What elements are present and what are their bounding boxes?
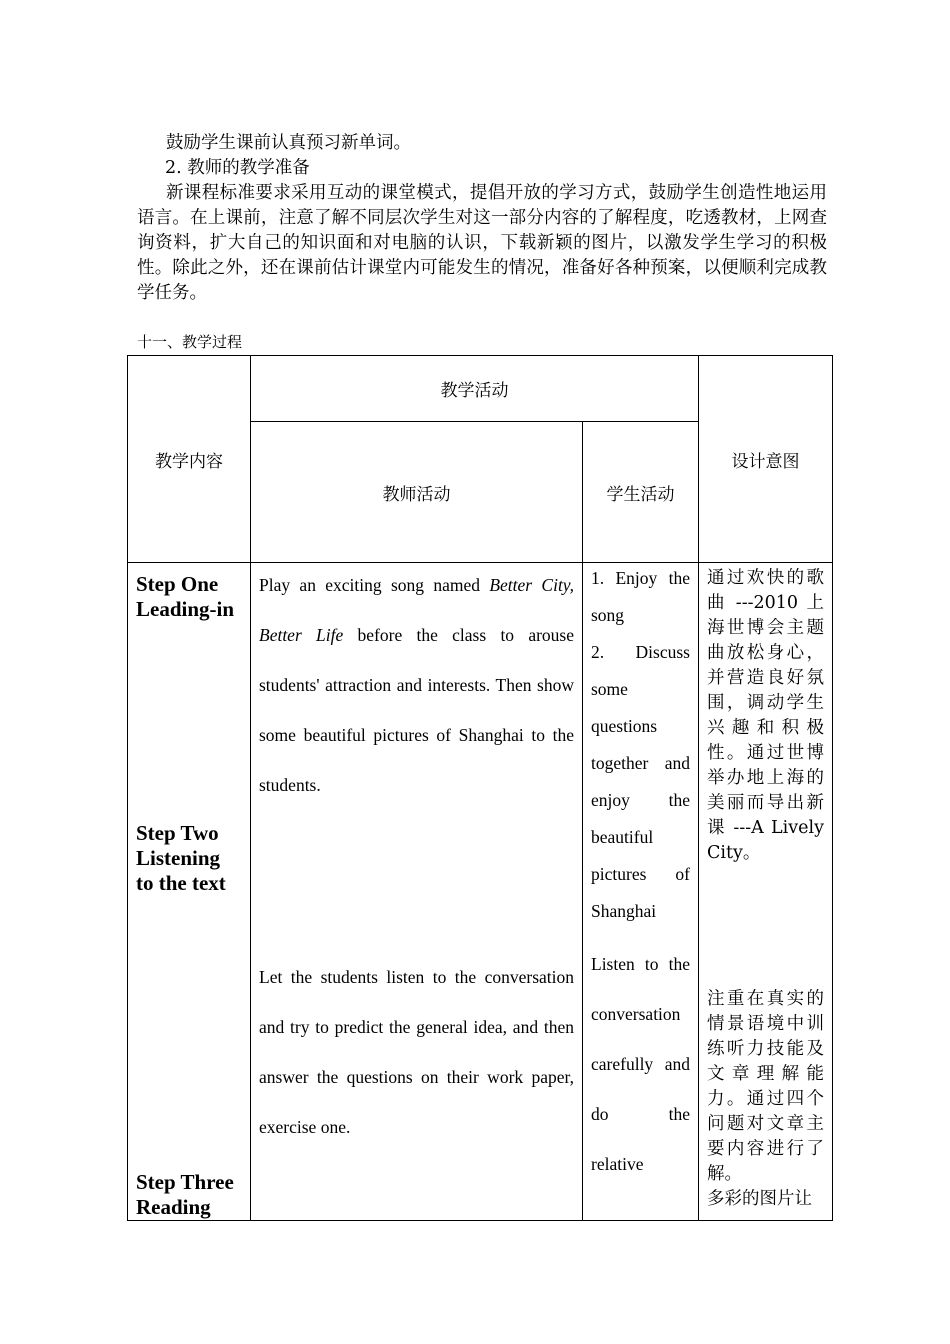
- design-intent-1: 通过欢快的歌曲 ---2010 上海世博会主题曲放松身心，并营造良好氛围，调动学生兴趣和积极性。通过世博举办地上海的美丽而导出新课 ---A Lively City。: [707, 568, 824, 863]
- student-activity-2: Listen to the conversation carefully and do the relative: [591, 954, 690, 1174]
- header-teacher: 教师活动: [251, 422, 583, 563]
- teacher-activity-cell: [251, 563, 583, 1221]
- student-activity-1-item-2: 2. Discuss some questions together and enjoy the beautiful pictures of Shanghai: [591, 642, 690, 921]
- teacher-activity-2: Let the students listen to the conversation and try to predict the general idea, and then answer the questions on their work paper, exercise one.: [259, 967, 574, 1137]
- song-title: Better City, Better Life: [259, 575, 574, 645]
- design-intent-3: 多彩的图片让: [707, 1189, 812, 1209]
- student-activity-1-item-1: 1. Enjoy the song: [591, 568, 690, 625]
- design-intent-cell: [699, 563, 833, 1221]
- intro-paragraph-2: 2. 教师的教学准备: [165, 158, 310, 178]
- teacher-activity-1-rest: before the class to arouse students' attraction and interests. Then show some beautiful pictures of Shanghai to the students.: [259, 625, 575, 795]
- header-student: 学生活动: [583, 422, 699, 563]
- teacher-activity-1-intro: Play an exciting song named: [259, 575, 490, 595]
- student-activity-cell: [583, 563, 699, 1221]
- header-intent: 设计意图: [699, 356, 833, 563]
- step-one-label: Step One Leading-in: [136, 572, 235, 621]
- intro-paragraph-3: 新课程标准要求采用互动的课堂模式，提倡开放的学习方式，鼓励学生创造性地运用语言。在上课前，注意了解不同层次学生对这一部分内容的了解程度，吃透教材，上网查询资料，扩大自己的知识面和对电脑的认识，下载新颖的图片，以激发学生学习的积极性。除此之外，还在课前估计课堂内可能发生的情况，准备好各种预案，以便顺利完成教学任务。: [137, 183, 827, 303]
- step-two-label: Step Two Listening to the text: [136, 821, 226, 895]
- header-content: 教学内容: [128, 356, 251, 563]
- section-title: 十一、教学过程: [137, 333, 243, 351]
- teacher-activity-1: [259, 560, 574, 810]
- intro-paragraph-1: 鼓励学生课前认真预习新单词。: [166, 133, 411, 153]
- teaching-process-table: [127, 355, 833, 1221]
- step-three-label: Step Three Reading: [136, 1170, 234, 1219]
- steps-cell: [128, 563, 251, 1221]
- header-activities: 教学活动: [251, 356, 699, 422]
- design-intent-2: 注重在真实的情景语境中训练听力技能及文章理解能力。通过四个问题对文章主要内容进行了解。: [707, 989, 824, 1184]
